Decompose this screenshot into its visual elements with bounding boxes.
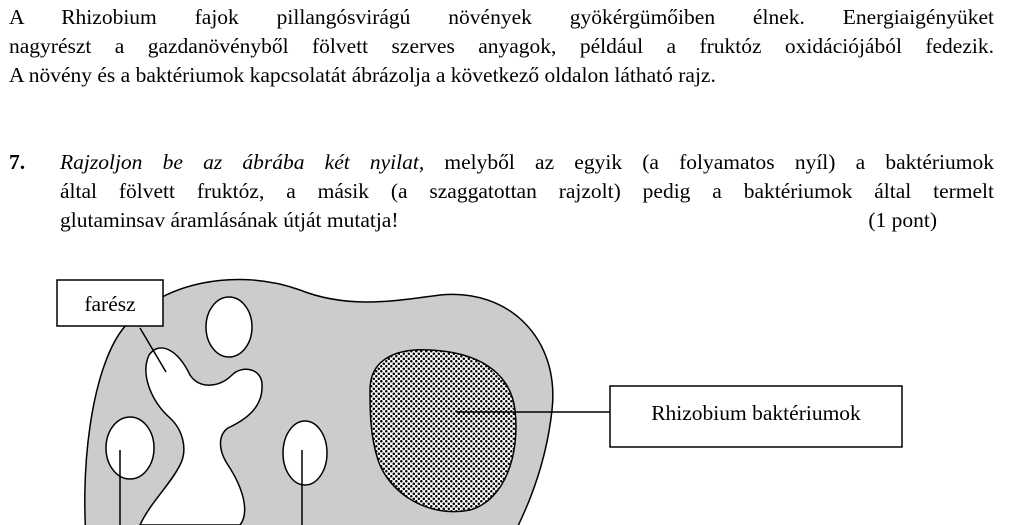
task-line-1-rest: melyből az egyik (a folyamatos nyíl) a baktériumok <box>424 150 995 174</box>
task-number: 7. <box>9 150 26 174</box>
root-nodule-diagram <box>0 260 1024 525</box>
phloem-right <box>283 421 327 485</box>
bacteria-label: Rhizobium baktériumok <box>651 401 861 425</box>
intro-paragraph <box>9 3 994 90</box>
task-points: (1 pont) <box>868 208 937 232</box>
task-line-3 <box>60 206 994 235</box>
task-line-1 <box>60 148 994 177</box>
task-line-3-text: glutaminsav áramlásának útját mutatja! <box>60 208 399 232</box>
task-text <box>60 148 994 235</box>
intro-line-1: A Rhizobium fajok pillangósvirágú növények gyökérgümőiben élnek. Energiaigényüket <box>9 5 994 29</box>
phloem-top <box>206 297 252 357</box>
phloem-left <box>106 417 154 479</box>
task-emphasis: Rajzoljon be az ábrába két nyilat, <box>60 150 425 174</box>
xylem-label: farész <box>84 292 136 316</box>
task-line-2: által fölvett fruktóz, a másik (a szaggatottan rajzolt) pedig a baktériumok által termelt <box>60 179 994 203</box>
intro-line-2: nagyrészt a gazdanövényből fölvett szerves anyagok, például a fruktóz oxidációjából fedezik. <box>9 34 994 58</box>
intro-line-3: A növény és a baktériumok kapcsolatát ábrázolja a következő oldalon látható rajz. <box>9 63 716 87</box>
